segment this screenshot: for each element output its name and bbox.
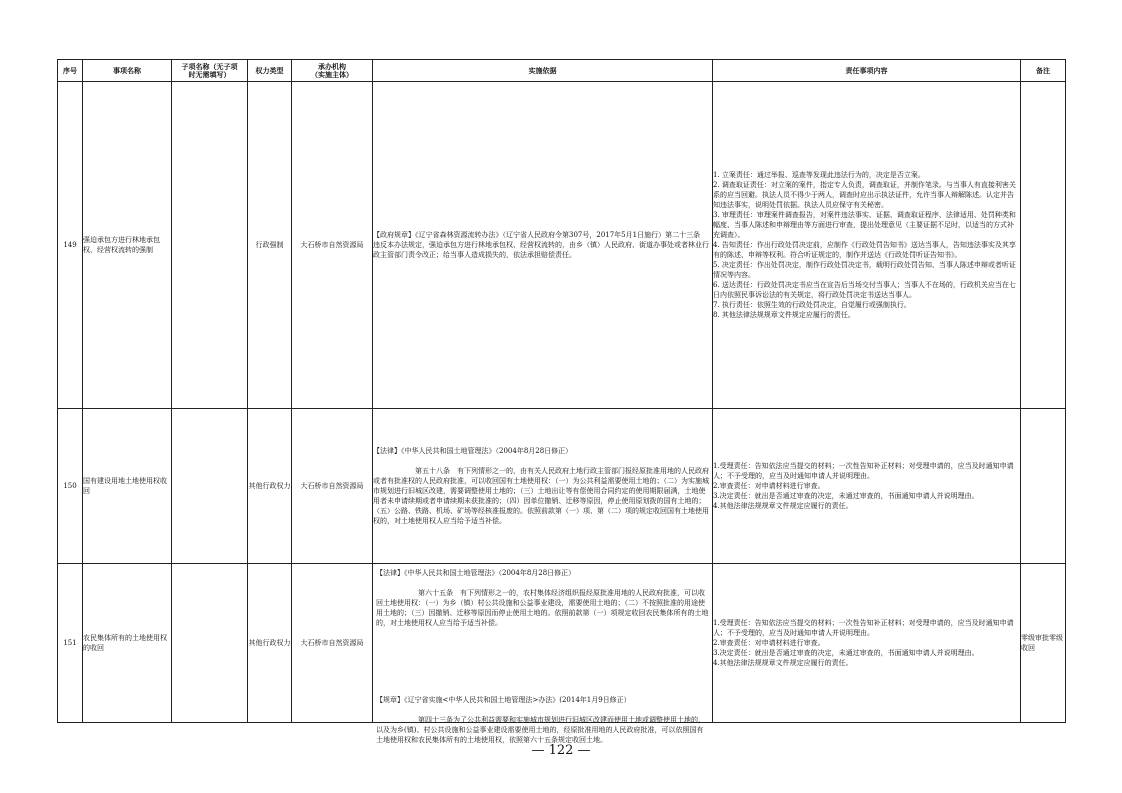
row-agency: 大石桥市自然资源局 (292, 564, 373, 723)
basis-article-2: 第四十三条为了公共利益需要和实施城市规划进行旧城区改建而使用土地或调整使用土地的，以及为乡(镇)、村公共设施和公益事业建设需要使用土地的，经原批准用地的人民政府批准，可以依照国有土地使用权和农民集体所有的土地使用权，依照第六十五条规定收回土地。 (376, 716, 705, 744)
header-index: 序号 (58, 60, 83, 82)
row-power-type: 其他行政权力 (248, 564, 292, 723)
authority-list-table (57, 59, 1066, 744)
row-sub-item (172, 409, 248, 564)
header-agency-line1: 承办机构 (318, 61, 346, 71)
row-responsibility: 1. 立案责任：通过举报、巡查等发现此违法行为的，决定是否立案。 2. 调查取证责任：对立案的案件，指定专人负责，调查取证，并制作笔录。与当事人有直接利害关系的应当回避。执法人员不得少于两人，调查时应出示执法证件，允许当事人辩解陈述。认定并告知违法事实，说明处罚依据。执法人员应保守有关秘密。 3. 审理责任：审理案件调查报告，对案件违法事实、证据、调查取证程序、法律适用、处罚种类和幅度、当事人陈述和申辩理由等方面进行审查，提出处理意见（主要证据不足时，以适当的方式补充调查）。 4. 告知责任：作出行政处罚决定前，应制作《行政处罚告知书》送达当事人，告知违法事实及其享有的陈述、申辩等权利。符合听证规定的，制作并送达《行政处罚听证告知书》。 5. 决定责任：作出处罚决定，制作行政处罚决定书，载明行政处罚告知、当事人陈述申辩或者听证情况等内容。 6. 送达责任：行政处罚决定书应当在宣告后当场交付当事人；当事人不在场的，行政机关应当在七日内依照民事诉讼法的有关规定，将行政处罚决定书送达当事人。 7. 执行责任：依照生效的行政处罚决定，自觉履行或强制执行。 8. 其他法律法规规章文件规定应履行的责任。 (713, 82, 1021, 409)
row-agency: 大石桥市自然资源局 (292, 409, 373, 564)
row-legal-basis (373, 409, 713, 564)
row-legal-basis (373, 564, 713, 744)
table-row (58, 82, 1066, 409)
row-power-type: 行政强制 (248, 82, 292, 409)
row-sub-item (172, 82, 248, 409)
header-agency (292, 60, 373, 82)
header-row (58, 60, 1066, 82)
row-power-type: 其他行政权力 (248, 409, 292, 564)
basis-heading-2: 【规章】《辽宁省实施<中华人民共和国土地管理法>办法》(2014年1月9日修正） (376, 696, 631, 704)
header-item-name: 事项名称 (83, 60, 172, 82)
page-number: — 122 — (531, 743, 591, 758)
row-sub-item (172, 564, 248, 723)
basis-clip (373, 564, 712, 744)
header-responsibility: 责任事项内容 (713, 60, 1021, 82)
row-item-name: 强迫承包方进行林地承包权、经营权流转的强制 (83, 82, 172, 409)
basis-heading: 【法律】《中华人民共和国土地管理法》（2004年8月28日修正） (376, 569, 576, 577)
row-remarks (1021, 409, 1066, 564)
header-sub-item-line1: 子项名称（无子项 (181, 61, 238, 71)
header-sub-item-line2: 时无需填写） (188, 69, 231, 79)
row-remarks: 零级审批零级收回 (1021, 564, 1066, 723)
header-agency-line2: （实施主体） (311, 69, 353, 79)
basis-article: 第六十五条 有下列情形之一的，农村集体经济组织报经原批准用地的人民政府批准，可以收回土地使用权：（一）为乡（镇）村公共设施和公益事业建设，需要使用土地的；（二）不按照批准的用途使用土地的；（三）因撤销、迁移等原因而停止使用土地的。依照前款第（一）项规定收回农民集体所有的土地的，对土地使用权人应当给予适当补偿。 (376, 589, 709, 627)
row-item-name: 农民集体所有的土地使用权的收回 (83, 564, 172, 723)
row-index: 151 (58, 564, 83, 723)
row-index: 149 (58, 82, 83, 409)
row-responsibility: 1.受理责任：告知依法应当提交的材料；一次性告知补正材料；对受理申请的，应当及时通知申请人；不予受理的，应当及时通知申请人并说明理由。 2.审查责任：对申请材料进行审查。 3.决定责任：就出是否通过审查的决定，未通过审查的，书面通知申请人并说明理由。 4.其他法律法规规章文件规定应履行的责任。 (713, 409, 1021, 564)
table-row (58, 564, 1066, 723)
table-row (58, 409, 1066, 564)
row-legal-basis: 【政府规章】《辽宁省森林资源流转办法》（辽宁省人民政府令第307号，2017年5月1日施行）第二十三条 违反本办法规定，强迫承包方进行林地承包权、经营权流转的，由乡（镇）人民政府、街道办事处或者林业行政主管部门责令改正；给当事人造成损失的，依法承担赔偿责任。 (373, 82, 713, 409)
row-agency: 大石桥市自然资源局 (292, 82, 373, 409)
header-power-type: 权力类型 (248, 60, 292, 82)
row-item-name: 国有建设用地土地使用权收回 (83, 409, 172, 564)
basis-article: 第五十八条 有下列情形之一的，由有关人民政府土地行政主管部门报经原批准用地的人民政府或者有批准权的人民政府批准，可以收回国有土地使用权：（一）为公共利益需要使用土地的；（二）为实施城市规划进行旧城区改建，需要调整使用土地的；（三）土地出让等有偿使用合同约定的使用期限届满，土地使用者未申请续期或者申请续期未获批准的；（四）因单位撤销、迁移等原因，停止使用原划拨的国有土地的；（五）公路、铁路、机场、矿场等经核准报废的。依照前款第（一）项、第（二）项的规定收回国有土地使用权的，对土地使用权人应当给予适当补偿。 (373, 467, 709, 525)
basis-heading: 【法律】《中华人民共和国土地管理法》（2004年8月28日修正） (373, 447, 573, 455)
row-responsibility: 1.受理责任：告知依法应当提交的材料；一次性告知补正材料；对受理申请的，应当及时通知申请人；不予受理的，应当及时通知申请人并说明理由。 2.审查责任：对申请材料进行审查。 3.决定责任：就出是否通过审查的决定，未通过审查的，书面通知申请人并说明理由。 4.其他法律法规规章文件规定应履行的责任。 (713, 564, 1021, 723)
row-remarks (1021, 82, 1066, 409)
header-sub-item-name (172, 60, 248, 82)
header-legal-basis: 实施依据 (373, 60, 713, 82)
basis-block-law (376, 558, 709, 638)
row-index: 150 (58, 409, 83, 564)
header-remarks: 备注 (1021, 60, 1066, 82)
